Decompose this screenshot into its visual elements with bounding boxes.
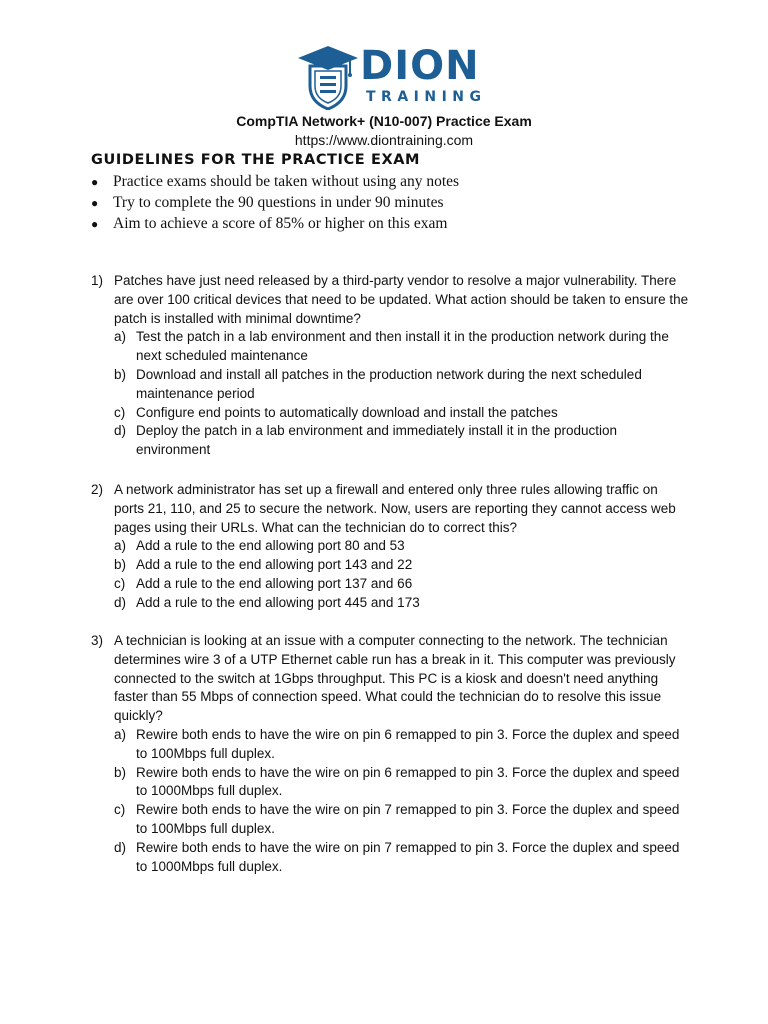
option-letter: d) — [114, 839, 127, 855]
option-letter: a) — [114, 538, 127, 554]
answer-option — [91, 764, 691, 802]
question-stem — [91, 272, 691, 328]
option-letter: d) — [114, 594, 127, 610]
option-letter: d) — [114, 423, 127, 439]
guidelines-heading: GUIDELINES FOR THE PRACTICE EXAM — [91, 152, 421, 168]
exam-title: CompTIA Network+ (N10-007) Practice Exam — [236, 113, 532, 129]
answer-option — [91, 404, 691, 423]
bullet-icon: ● — [91, 217, 99, 231]
answer-option — [91, 328, 691, 366]
bullet-icon: ● — [91, 175, 99, 189]
option-text: Download and install all patches in the production network during the next scheduled maintenance period — [136, 366, 642, 401]
answer-option — [91, 537, 691, 556]
option-letter: b) — [114, 764, 127, 780]
question-number: 2) — [91, 482, 104, 497]
question-1 — [91, 272, 691, 460]
answer-option — [91, 575, 691, 594]
guideline-item: ● Aim to achieve a score of 85% or higher on this exam — [91, 215, 448, 232]
option-letter: b) — [114, 557, 127, 573]
guideline-item: ● Practice exams should be taken without using any notes — [91, 173, 460, 190]
question-2 — [91, 481, 691, 613]
option-text: Add a rule to the end allowing port 137 and 66 — [136, 575, 413, 591]
option-text: Configure end points to automatically download and install the patches — [136, 404, 558, 420]
option-letter: a) — [114, 726, 127, 742]
question-text: Patches have just need released by a third-party vendor to resolve a major vulnerability. There are over 100 critical devices that need to be updated. What action should be taken to ensure the patch is installed with minimal downtime? — [114, 273, 689, 326]
logo-wordmark: DION — [360, 43, 480, 89]
option-text: Add a rule to the end allowing port 80 and 53 — [136, 538, 405, 554]
option-text: Deploy the patch in a lab environment and immediately install it in the production environment — [136, 423, 618, 458]
answer-option — [91, 366, 691, 404]
logo-subtitle: TRAINING — [366, 89, 487, 105]
option-text: Rewire both ends to have the wire on pin 7 remapped to pin 3. Force the duplex and speed to 1000Mbps full duplex. — [136, 839, 680, 874]
option-text: Add a rule to the end allowing port 143 and 22 — [136, 557, 413, 573]
answer-option — [91, 839, 691, 877]
option-text: Test the patch in a lab environment and then install it in the production network during the next scheduled maintenance — [136, 329, 669, 364]
option-letter: a) — [114, 329, 127, 345]
option-text: Rewire both ends to have the wire on pin 7 remapped to pin 3. Force the duplex and speed to 100Mbps full duplex. — [136, 802, 680, 836]
bullet-icon: ● — [91, 196, 99, 210]
question-text: A technician is looking at an issue with a computer connecting to the network. The technician determines wire 3 of a UTP Ethernet cable run has a break in it. This computer was previously connected to the switch at 1Gbps throughput. This PC is a kiosk and doesn't need anything faster than 55 Mbps of connection speed. What could the technician do to resolve this issue quickly? — [114, 633, 676, 724]
dion-training-logo — [296, 44, 486, 110]
question-text: A network administrator has set up a firewall and entered only three rules allowing traffic on ports 21, 110, and 25 to secure the network. Now, users are reporting they cannot access web pages using their URLs. What can the technician do to correct this? — [114, 482, 676, 535]
question-number: 3) — [91, 633, 104, 648]
answer-option — [91, 422, 691, 460]
option-letter: b) — [114, 366, 127, 382]
question-3 — [91, 632, 691, 876]
answer-option — [91, 726, 691, 764]
website-url: https://www.diontraining.com — [294, 132, 474, 148]
answer-option — [91, 801, 691, 839]
option-text: Rewire both ends to have the wire on pin 6 remapped to pin 3. Force the duplex and speed to 1000Mbps full duplex. — [136, 764, 680, 799]
question-stem — [91, 481, 691, 537]
answer-option — [91, 594, 691, 613]
graduation-cap-shield-icon — [296, 44, 360, 110]
option-letter: c) — [114, 802, 126, 818]
guidelines-list — [91, 172, 459, 235]
option-letter: c) — [114, 404, 126, 420]
option-letter: c) — [114, 575, 126, 591]
question-number: 1) — [91, 273, 104, 288]
guideline-item: ● Try to complete the 90 questions in under 90 minutes — [91, 194, 444, 211]
question-stem — [91, 632, 691, 726]
option-text: Rewire both ends to have the wire on pin 6 remapped to pin 3. Force the duplex and speed to 100Mbps full duplex. — [136, 726, 680, 761]
option-text: Add a rule to the end allowing port 445 and 173 — [136, 594, 420, 610]
answer-option — [91, 556, 691, 575]
